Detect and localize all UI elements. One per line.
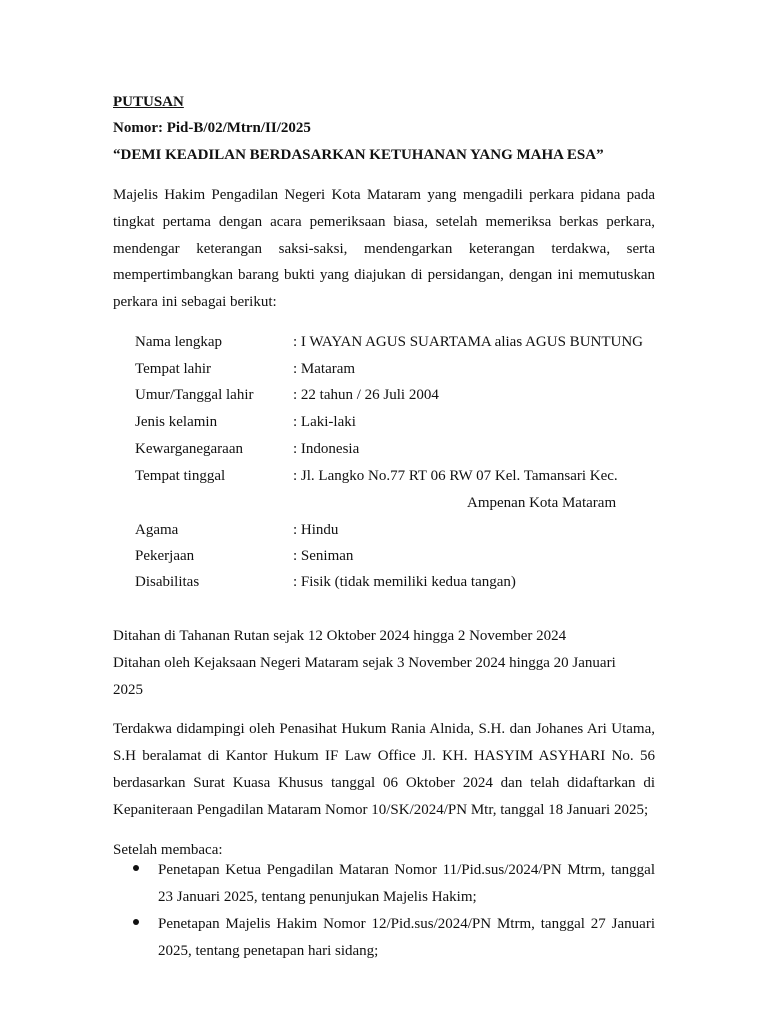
identity-value-citizenship: : Indonesia [293,441,360,457]
identity-label-sex: Jenis kelamin [135,414,218,430]
intro-line: tingkat pertama dengan acara pemeriksaan biasa, setelah memeriksa berkas perkara, [113,214,655,230]
identity-label-name: Nama lengkap [135,334,223,350]
counsel-line: berdasarkan Surat Kuasa Khusus tanggal 06 Oktober 2024 dan telah didaftarkan di [113,775,655,791]
intro-line: mempertimbangkan barang bukti yang diajukan di persidangan, dengan ini memutuskan [113,267,655,283]
identity-value-birthplace: : Mataram [293,361,356,377]
identity-label-citizenship: Kewarganegaraan [135,441,243,457]
detention-line: 2025 [113,682,143,698]
bullet-icon [133,865,139,871]
identity-value-age: : 22 tahun / 26 Juli 2004 [293,387,439,403]
identity-label-disability: Disabilitas [135,574,200,590]
identity-label-birthplace: Tempat lahir [135,361,212,377]
identity-value-address: : Jl. Langko No.77 RT 06 RW 07 Kel. Tamansari Kec. [293,468,618,484]
detention-line: Ditahan di Tahanan Rutan sejak 12 Oktober 2024 hingga 2 November 2024 [113,628,567,644]
identity-value-occupation: : Seniman [293,548,354,564]
identity-label-age: Umur/Tanggal lahir [135,387,254,403]
identity-label-occupation: Pekerjaan [135,548,195,564]
list-item-line: Penetapan Majelis Hakim Nomor 12/Pid.sus/2024/PN Mtrm, tanggal 27 Januari [158,916,655,932]
counsel-line: Kepaniteraan Pengadilan Mataram Nomor 10/SK/2024/PN Mtr, tanggal 18 Januari 2025; [113,802,649,818]
court-motto-text: “DEMI KEADILAN BERDASARKAN KETUHANAN YANG MAHA ESA” [113,147,604,163]
identity-value-religion: : Hindu [293,522,339,538]
list-item-line: Penetapan Ketua Pengadilan Mataran Nomor 11/Pid.sus/2024/PN Mtrm, tanggal [158,862,655,878]
identity-label-religion: Agama [135,522,179,538]
intro-line: perkara ini sebagai berikut: [113,294,277,310]
case-number: Nomor: Pid-B/02/Mtrn/II/2025 [113,120,311,136]
list-item-line: 23 Januari 2025, tentang penunjukan Majelis Hakim; [158,889,477,905]
counsel-line: Terdakwa didampingi oleh Penasihat Hukum Rania Alnida, S.H. dan Johanes Ari Utama, [113,721,655,737]
identity-value-address-continued: Ampenan Kota Mataram [467,495,617,511]
after-reading-heading: Setelah membaca: [113,842,223,858]
bullet-icon [133,919,139,925]
identity-value-sex: : Laki-laki [293,414,356,430]
document-title: PUTUSAN [113,94,184,110]
intro-line: Majelis Hakim Pengadilan Negeri Kota Mataram yang mengadili perkara pidana pada [113,187,655,203]
detention-line: Ditahan oleh Kejaksaan Negeri Mataram sejak 3 November 2024 hingga 20 Januari [113,655,616,671]
intro-line: mendengar keterangan saksi-saksi, mendengarkan keterangan terdakwa, serta [113,241,655,257]
counsel-line: S.H beralamat di Kantor Hukum IF Law Office Jl. KH. HASYIM ASYHARI No. 56 [113,748,655,764]
list-item-line: 2025, tentang penetapan hari sidang; [158,943,379,959]
identity-label-address: Tempat tinggal [135,468,226,484]
identity-value-name: : I WAYAN AGUS SUARTAMA alias AGUS BUNTUNG [293,334,644,350]
court-motto [113,146,604,164]
identity-value-disability: : Fisik (tidak memiliki kedua tangan) [293,574,516,590]
